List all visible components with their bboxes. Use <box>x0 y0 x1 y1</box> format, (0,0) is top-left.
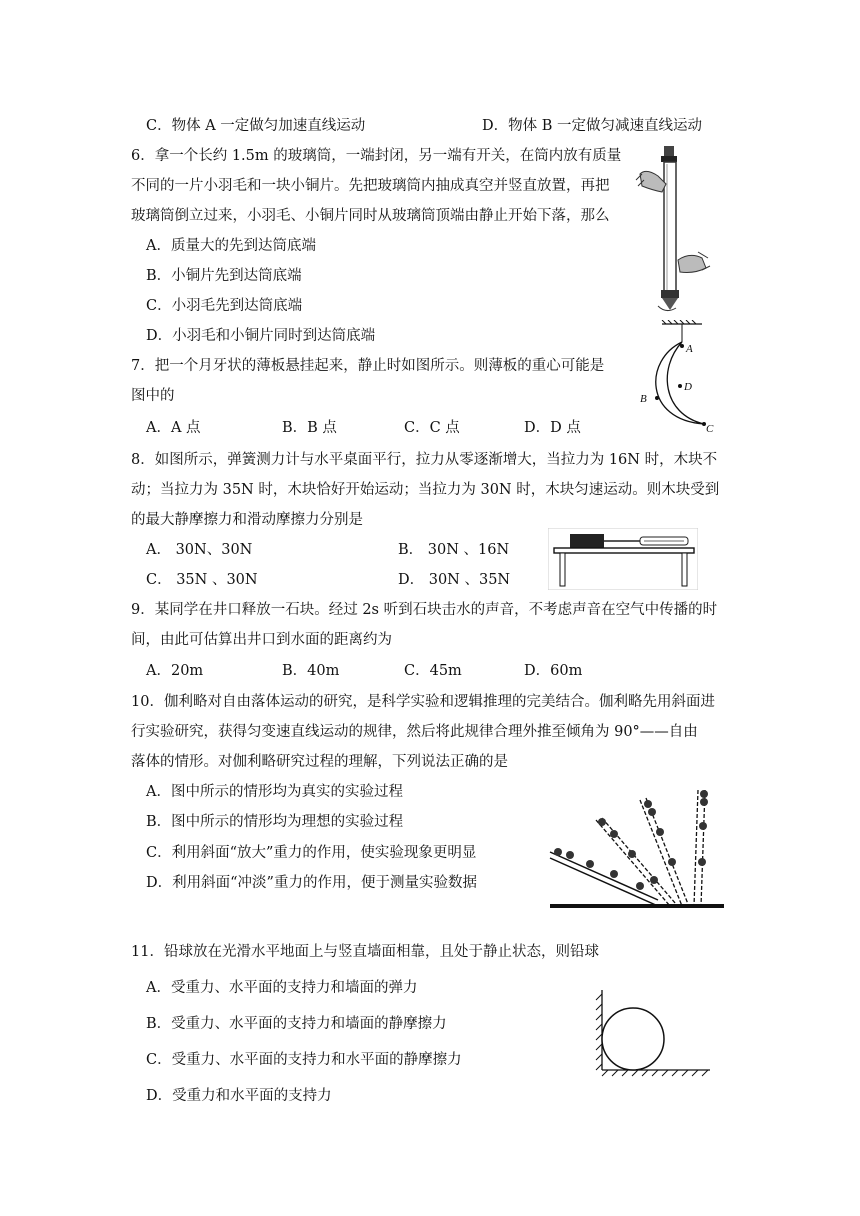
q8-option-b: B． 30N 、16N <box>398 542 510 558</box>
glass-tube-figure <box>632 140 712 320</box>
q6-option-d: D．小羽毛和小铜片同时到达筒底端 <box>146 328 376 344</box>
table-spring-scale-figure <box>548 528 698 590</box>
q6-stem-line-1: 6．拿一个长约 1.5m 的玻璃筒，一端封闭，另一端有开关，在筒内放有质量 <box>131 148 622 164</box>
q7-option-a: A．A 点 <box>146 420 201 436</box>
q10-stem-line-2: 行实验研究，获得匀变速直线运动的规律，然后将此规律合理外推至倾角为 90°——自由 <box>131 724 698 740</box>
q6-stem-line-3: 玻璃筒倒立过来，小羽毛、小铜片同时从玻璃筒顶端由静止开始下落，那么 <box>131 208 610 224</box>
q6-option-b: B．小铜片先到达筒底端 <box>146 268 302 284</box>
q10-option-a: A．图中所示的情形均为真实的实验过程 <box>146 784 403 800</box>
q5-option-d: D．物体 B 一定做匀减速直线运动 <box>482 118 702 134</box>
q7-stem-line-2: 图中的 <box>131 388 175 404</box>
q10-stem-line-1: 10．伽利略对自由落体运动的研究，是科学实验和逻辑推理的完美结合。伽利略先用斜面进 <box>131 694 715 710</box>
q9-option-a: A．20m <box>146 663 204 679</box>
label-c: C <box>706 423 714 434</box>
q6-stem-line-2: 不同的一片小羽毛和一块小铜片。先把玻璃筒内抽成真空并竖直放置，再把 <box>131 178 610 194</box>
q6-option-c: C．小羽毛先到达筒底端 <box>146 298 303 314</box>
q7-option-b: B．B 点 <box>282 420 337 436</box>
label-d: D <box>684 381 692 393</box>
q9-option-b: B．40m <box>282 663 340 679</box>
q8-option-d: D． 30N 、35N <box>398 572 511 588</box>
label-a: A <box>686 343 693 355</box>
q11-option-c: C．受重力、水平面的支持力和水平面的静摩擦力 <box>146 1052 462 1068</box>
q7-option-d: D．D 点 <box>524 420 581 436</box>
crescent-plate-figure <box>632 320 722 434</box>
q10-stem-line-3: 落体的情形。对伽利略研究过程的理解，下列说法正确的是 <box>131 754 508 770</box>
q8-option-a: A． 30N、30N <box>146 542 253 558</box>
q7-option-c: C．C 点 <box>404 420 460 436</box>
q11-stem-line-1: 11．铅球放在光滑水平地面上与竖直墙面相靠，且处于静止状态，则铅球 <box>131 944 599 960</box>
q8-stem-line-2: 动；当拉力为 35N 时，木块恰好开始运动；当拉力为 30N 时，木块匀速运动。则木块受到 <box>131 482 720 498</box>
q5-option-c: C．物体 A 一定做匀加速直线运动 <box>146 118 366 134</box>
q11-option-b: B．受重力、水平面的支持力和墙面的静摩擦力 <box>146 1016 447 1032</box>
q9-option-c: C．45m <box>404 663 462 679</box>
q8-stem-line-3: 的最大静摩擦力和滑动摩擦力分别是 <box>131 512 363 528</box>
ball-wall-figure <box>594 986 714 1082</box>
q8-option-c: C． 35N 、30N <box>146 572 258 588</box>
q9-stem-line-2: 间，由此可估算出井口到水面的距离约为 <box>131 632 392 648</box>
galileo-inclines-figure <box>548 782 724 912</box>
q9-option-d: D．60m <box>524 663 583 679</box>
label-b: B <box>640 393 647 405</box>
q11-option-a: A．受重力、水平面的支持力和墙面的弹力 <box>146 980 418 996</box>
q10-option-d: D．利用斜面“冲淡”重力的作用，便于测量实验数据 <box>146 875 477 891</box>
q10-option-b: B．图中所示的情形均为理想的实验过程 <box>146 814 404 830</box>
q8-stem-line-1: 8．如图所示，弹簧测力计与水平桌面平行，拉力从零逐渐增大，当拉力为 16N 时，木块不 <box>131 452 718 468</box>
q11-option-d: D．受重力和水平面的支持力 <box>146 1088 332 1104</box>
q10-option-c: C．利用斜面“放大”重力的作用，使实验现象更明显 <box>146 845 477 861</box>
q6-option-a: A．质量大的先到达筒底端 <box>146 238 316 254</box>
q9-stem-line-1: 9．某同学在井口释放一石块。经过 2s 听到石块击水的声音，不考虑声音在空气中传播的时 <box>131 602 718 618</box>
q7-stem-line-1: 7．把一个月牙状的薄板悬挂起来，静止时如图所示。则薄板的重心可能是 <box>131 358 605 374</box>
